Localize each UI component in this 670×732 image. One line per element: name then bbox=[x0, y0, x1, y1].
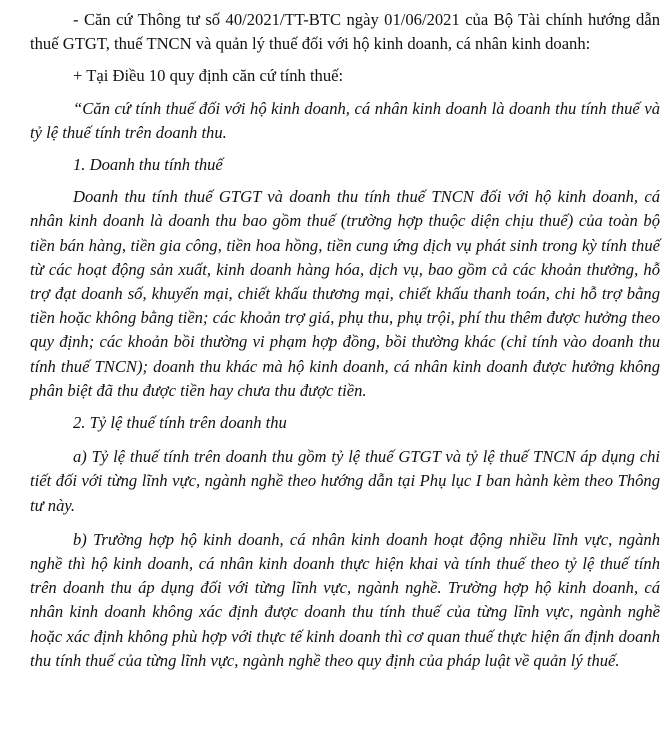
document-page bbox=[30, 8, 660, 673]
intro-paragraph: - Căn cứ Thông tư số 40/2021/TT-BTC ngày 01/06/2021 của Bộ Tài chính hướng dẫn thuế GTGT, thuế TNCN và quản lý thuế đối với hộ kinh doanh, cá nhân kinh doanh: bbox=[30, 10, 660, 54]
section-2-heading: 2. Tỷ lệ thuế tính trên doanh thu bbox=[73, 413, 287, 433]
article-reference: + Tại Điều 10 quy định căn cứ tính thuế: bbox=[73, 66, 344, 86]
section-2-item-a: a) Tỷ lệ thuế tính trên doanh thu gồm tỷ lệ thuế GTGT và tỷ lệ thuế TNCN áp dụng chi tiết đối với từng lĩnh vực, ngành nghề theo hướng dẫn tại Phụ lục I ban hành kèm theo Thông tư này. bbox=[30, 447, 660, 515]
quote-opening-paragraph: “Căn cứ tính thuế đối với hộ kinh doanh, cá nhân kinh doanh là doanh thu tính thuế và tỷ lệ thuế tính trên doanh thu. bbox=[30, 98, 660, 142]
section-2-item-b: b) Trường hợp hộ kinh doanh, cá nhân kinh doanh hoạt động nhiều lĩnh vực, ngành nghề thì hộ kinh doanh, cá nhân kinh doanh thực hiện khai và tính thuế theo tỷ lệ thuế tính trên doanh thu áp dụng đối với từng lĩnh vực, ngành nghề. Trường hợp hộ kinh doanh, cá nhân kinh doanh không xác định được doanh thu tính thuế của từng lĩnh vực, ngành nghề hoặc xác định không phù hợp với thực tế kinh doanh thì cơ quan thuế thực hiện ấn định doanh thu tính thuế của từng lĩnh vực, ngành nghề theo quy định của pháp luật về quản lý thuế. bbox=[30, 529, 660, 670]
section-1-heading: 1. Doanh thu tính thuế bbox=[73, 155, 223, 175]
section-1-body: Doanh thu tính thuế GTGT và doanh thu tính thuế TNCN đối với hộ kinh doanh, cá nhân kinh doanh là doanh thu bao gồm thuế (trường hợp thuộc diện chịu thuế) của toàn bộ tiền bán hàng, tiền gia công, tiền hoa hồng, tiền cung ứng dịch vụ phát sinh trong kỳ tính thuế từ các hoạt động sản xuất, kinh doanh hàng hóa, dịch vụ, bao gồm cả các khoản thưởng, hỗ trợ đạt doanh số, khuyến mại, chiết khấu thương mại, chiết khấu thanh toán, chi hỗ trợ bằng tiền hoặc không bằng tiền; các khoản trợ giá, phụ thu, phụ trội, phí thu thêm được hưởng theo quy định; các khoản bồi thường vi phạm hợp đồng, bồi thường khác (chỉ tính vào doanh thu tính thuế TNCN); doanh thu khác mà hộ kinh doanh, cá nhân kinh doanh được hưởng không phân biệt đã thu được tiền hay chưa thu được tiền. bbox=[30, 187, 660, 400]
